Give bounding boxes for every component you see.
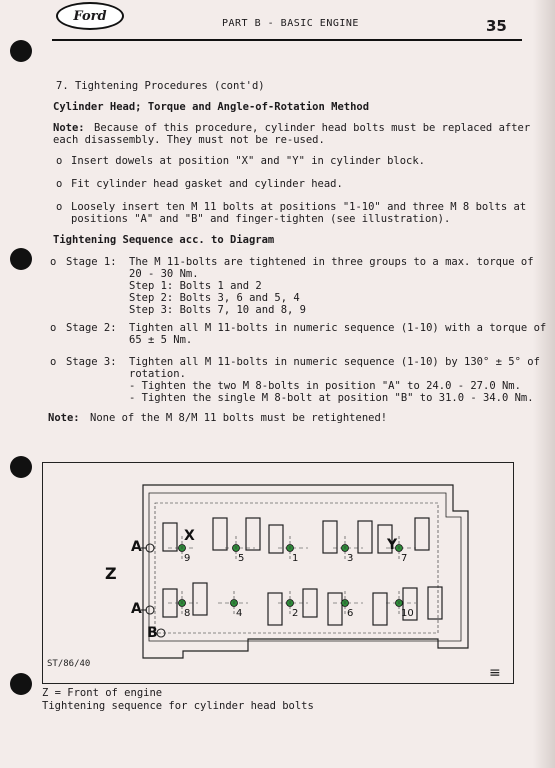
stage-label: Stage 3: bbox=[66, 356, 117, 368]
drawing-reference: ST/86/40 bbox=[47, 659, 91, 669]
subheading: Cylinder Head; Torque and Angle-of-Rotation Method bbox=[53, 101, 370, 113]
section-title: PART B - BASIC ENGINE bbox=[222, 18, 359, 29]
stage-text: Step 1: Bolts 1 and 2 bbox=[129, 280, 262, 292]
publisher-logo: ≡ bbox=[489, 665, 501, 681]
stage-text: Step 3: Bolts 7, 10 and 8, 9 bbox=[129, 304, 307, 316]
bolt-6-label: 6 bbox=[347, 608, 354, 619]
label-x: X bbox=[184, 528, 195, 544]
sequence-heading: Tightening Sequence acc. to Diagram bbox=[53, 234, 275, 246]
stage-text: rotation. bbox=[129, 368, 186, 380]
note-text-line: Because of this procedure, cylinder head bolts must be replaced after bbox=[94, 122, 531, 134]
bullet-text: positions "A" and "B" and finger-tighten (see illustration). bbox=[71, 213, 451, 225]
bolt-10-label: 10 bbox=[401, 608, 414, 619]
note-text-line: each disassembly. They must not be re-used. bbox=[53, 134, 325, 146]
stage-text: 65 ± 5 Nm. bbox=[129, 334, 193, 346]
stage-label: Stage 2: bbox=[66, 322, 117, 334]
bullet-text: Fit cylinder head gasket and cylinder head. bbox=[71, 178, 343, 190]
stage-mark: o bbox=[50, 256, 57, 268]
cylinder-head-diagram bbox=[42, 462, 514, 684]
binder-hole bbox=[10, 673, 32, 695]
page-edge-shadow bbox=[533, 0, 555, 768]
bullet-text: Loosely insert ten M 11 bolts at positions "1-10" and three M 8 bolts at bbox=[71, 201, 527, 213]
bullet-mark: o bbox=[56, 178, 63, 190]
bolt-8-label: 8 bbox=[184, 608, 191, 619]
cylinder-head-drawing bbox=[43, 463, 513, 683]
page-number: 35 bbox=[486, 17, 507, 35]
bolt-4-label: 4 bbox=[236, 608, 243, 619]
stage-mark: o bbox=[50, 322, 57, 334]
final-note-label: Note: bbox=[48, 412, 80, 424]
bolt-7-label: 7 bbox=[401, 553, 408, 564]
bullet-text: Insert dowels at position "X" and "Y" in cylinder block. bbox=[71, 155, 426, 167]
bolt-9-label: 9 bbox=[184, 553, 191, 564]
label-y: Y bbox=[387, 537, 398, 553]
stage-text: - Tighten the single M 8-bolt at position "B" to 31.0 - 34.0 Nm. bbox=[129, 392, 534, 404]
binder-hole bbox=[10, 40, 32, 62]
bolt-5-label: 5 bbox=[238, 553, 245, 564]
stage-text: Step 2: Bolts 3, 6 and 5, 4 bbox=[129, 292, 300, 304]
final-note-text: None of the M 8/M 11 bolts must be retightened! bbox=[90, 412, 388, 424]
bolt-1-label: 1 bbox=[292, 553, 299, 564]
caption-line: Tightening sequence for cylinder head bolts bbox=[42, 700, 314, 712]
label-a-top: A bbox=[131, 539, 142, 555]
bullet-mark: o bbox=[56, 201, 63, 213]
bullet-mark: o bbox=[56, 155, 63, 167]
stage-text: The M 11-bolts are tightened in three groups to a max. torque of bbox=[129, 256, 534, 268]
bolt-3-label: 3 bbox=[347, 553, 354, 564]
caption-line: Z = Front of engine bbox=[42, 687, 163, 699]
label-a-bottom: A bbox=[131, 601, 142, 617]
stage-text: 20 - 30 Nm. bbox=[129, 268, 199, 280]
section-heading: 7. Tightening Procedures (cont'd) bbox=[56, 80, 265, 92]
front-label-z: Z bbox=[105, 564, 117, 583]
note-label: Note: bbox=[53, 122, 85, 134]
stage-text: Tighten all M 11-bolts in numeric sequence (1-10) with a torque of bbox=[129, 322, 547, 334]
binder-hole bbox=[10, 248, 32, 270]
ford-logo bbox=[56, 2, 124, 30]
ford-logo-text: Ford bbox=[73, 8, 107, 24]
stage-mark: o bbox=[50, 356, 57, 368]
bolt-2-label: 2 bbox=[292, 608, 299, 619]
header-rule bbox=[52, 39, 522, 41]
stage-text: Tighten all M 11-bolts in numeric sequence (1-10) by 130° ± 5° of bbox=[129, 356, 540, 368]
binder-hole bbox=[10, 456, 32, 478]
stage-text: - Tighten the two M 8-bolts in position "A" to 24.0 - 27.0 Nm. bbox=[129, 380, 521, 392]
label-b: B bbox=[147, 625, 158, 641]
stage-label: Stage 1: bbox=[66, 256, 117, 268]
